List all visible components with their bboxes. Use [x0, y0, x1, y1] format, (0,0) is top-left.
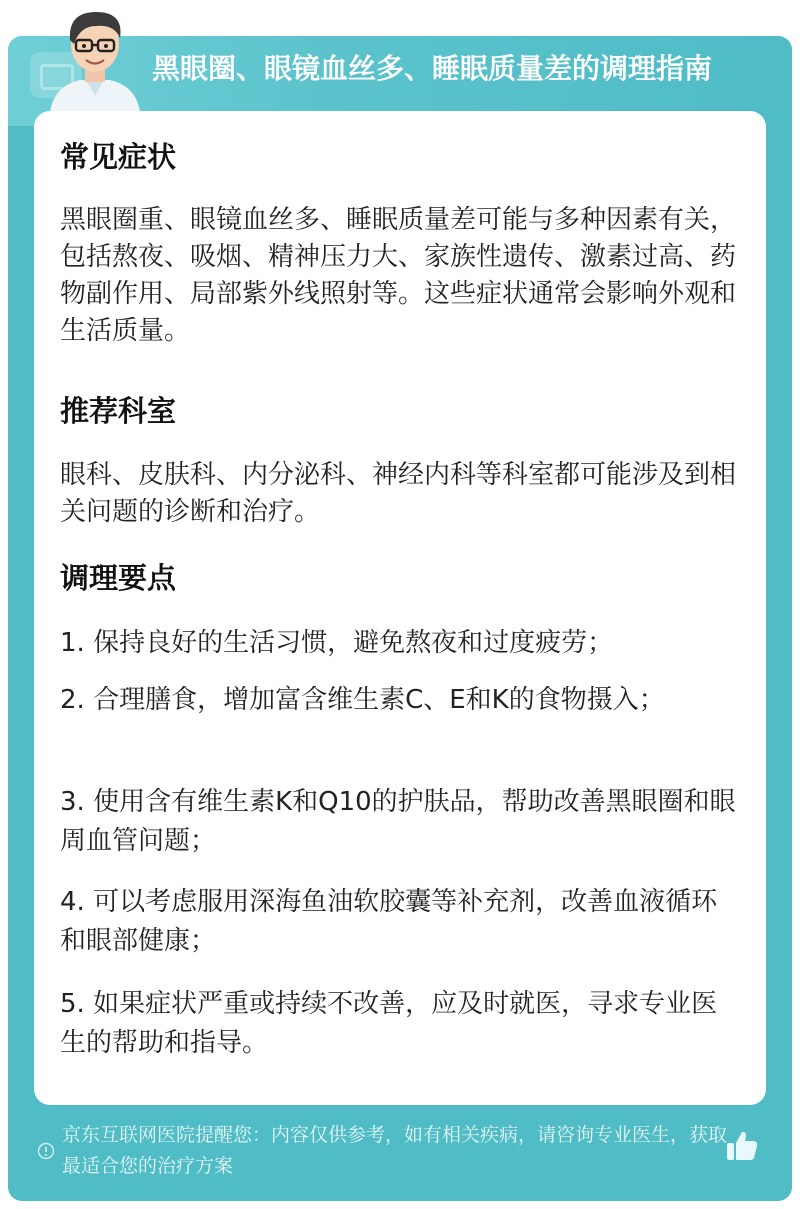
doctor-avatar-icon	[40, 0, 150, 112]
page-title: 黑眼圈、眼镜血丝多、睡眠质量差的调理指南	[152, 52, 713, 85]
disclaimer-text: 京东互联网医院提醒您：内容仅供参考，如有相关疾病，请咨询专业医生，获取最适合您的治疗方案	[62, 1124, 728, 1177]
tip-item: 4. 可以考虑服用深海鱼油软胶囊等补充剂，改善血液循环和眼部健康；	[60, 887, 718, 956]
tip-item: 5. 如果症状严重或持续不改善，应及时就医，寻求专业医生的帮助和指导。	[60, 989, 718, 1058]
departments-text: 眼科、皮肤科、内分泌科、神经内科等科室都可能涉及到相关问题的诊断和治疗。	[60, 460, 737, 527]
section-heading-symptoms: 常见症状	[60, 140, 177, 174]
tip-item: 1. 保持良好的生活习惯，避免熬夜和过度疲劳；	[60, 628, 614, 658]
thumbs-up-icon[interactable]	[724, 1128, 760, 1164]
tip-item: 3. 使用含有维生素K和Q10的护肤品，帮助改善黑眼圈和眼周血管问题；	[60, 787, 736, 856]
symptoms-text: 黑眼圈重、眼镜血丝多、睡眠质量差可能与多种因素有关，包括熬夜、吸烟、精神压力大、家族性遗传、激素过高、药物副作用、局部紫外线照射等。这些症状通常会影响外观和生活质量。	[60, 205, 737, 346]
info-icon	[37, 1142, 55, 1160]
section-heading-tips: 调理要点	[60, 561, 177, 595]
tip-item: 2. 合理膳食，增加富含维生素C、E和K的食物摄入；	[60, 685, 665, 715]
section-heading-departments: 推荐科室	[60, 394, 177, 428]
